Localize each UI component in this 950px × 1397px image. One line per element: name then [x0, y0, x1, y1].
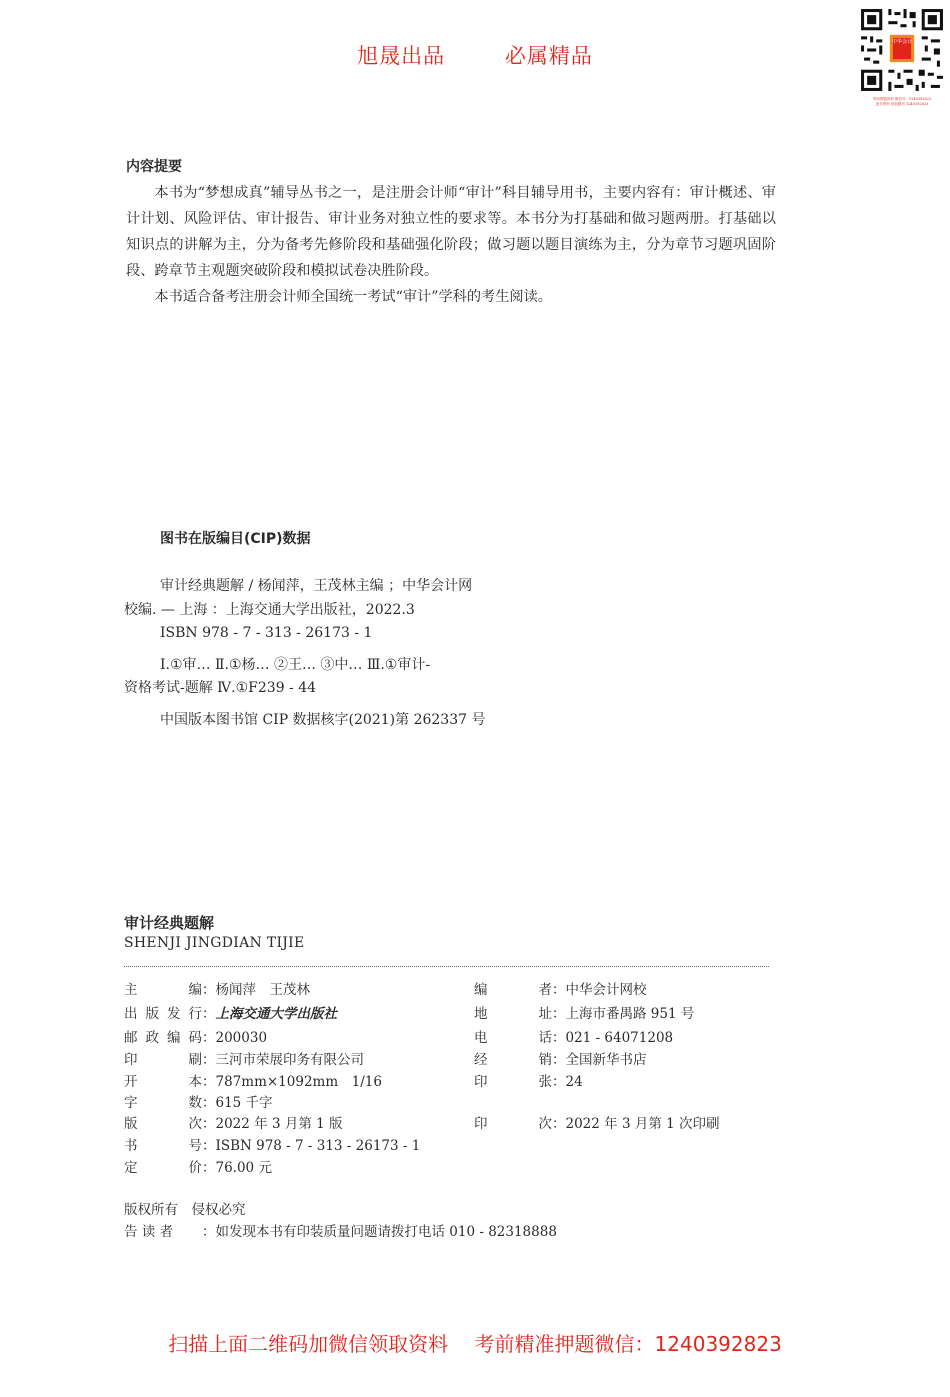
- info-key: 印 次: [474, 1116, 552, 1132]
- header-left-text: 旭晟出品: [357, 44, 446, 68]
- cip-block: [124, 575, 594, 732]
- info-key: 经 销: [474, 1052, 552, 1068]
- info-row: 书 号：ISBN 978 - 7 - 313 - 26173 - 1: [124, 1134, 420, 1154]
- info-key: 告 读 者: [124, 1224, 174, 1240]
- summary-heading: 内容提要: [126, 159, 182, 175]
- cip-line: ISBN 978 - 7 - 313 - 26173 - 1: [160, 625, 373, 641]
- info-value: 上海市番禺路 951 号: [565, 1006, 695, 1022]
- info-key: 版 次: [124, 1116, 202, 1132]
- info-value: 2022 年 3 月第 1 次印刷: [565, 1116, 720, 1132]
- info-row: 印 次：2022 年 3 月第 1 次印刷: [474, 1112, 720, 1132]
- info-key: 字 数: [124, 1095, 202, 1111]
- info-key: 电 话: [474, 1030, 552, 1046]
- info-row: 邮政编码：200030: [124, 1026, 267, 1046]
- info-row: 开 本：787mm×1092mm 1/16: [124, 1070, 382, 1090]
- info-row: 定 价：76.00 元: [124, 1156, 272, 1176]
- cip-line: Ⅰ.①审… Ⅱ.①杨… ②王… ③中… Ⅲ.①审计-: [160, 656, 431, 673]
- info-key: 主 编: [124, 982, 202, 998]
- info-key: 开 本: [124, 1074, 202, 1090]
- info-key: 地 址: [474, 1006, 552, 1022]
- info-row: 地 址：上海市番禺路 951 号: [474, 1002, 694, 1022]
- content-summary: [126, 154, 776, 310]
- notice-line: 告 读 者 ：如发现本书有印装质量问题请拨打电话 010 - 82318888: [124, 1220, 557, 1240]
- info-value: 中华会计网校: [565, 982, 647, 998]
- qr-center-label: 中华会计: [891, 39, 912, 45]
- info-row: 印 刷：三河市荣展印务有限公司: [124, 1048, 364, 1068]
- info-key: 出版发行: [124, 1006, 202, 1022]
- qr-caption: [858, 97, 946, 106]
- info-value: 全国新华书店: [565, 1052, 647, 1068]
- qr-caption-line: 更多资料 请加微信 1240392823: [875, 101, 929, 106]
- footer-promo: 扫描上面二维码加微信领取资料 考前精准押题微信：1240392823: [168, 1332, 782, 1356]
- qr-code[interactable]: [858, 6, 946, 110]
- info-value: 2022 年 3 月第 1 版: [215, 1116, 343, 1132]
- info-value: 76.00 元: [215, 1160, 272, 1176]
- info-row: 出版发行：上海交通大学出版社: [124, 1002, 337, 1022]
- info-key: 印 张: [474, 1074, 552, 1090]
- qr-code-icon: [858, 6, 946, 94]
- info-value: ISBN 978 - 7 - 313 - 26173 - 1: [215, 1138, 421, 1154]
- info-value: 787mm×1092mm 1/16: [215, 1074, 382, 1090]
- cip-line: 资格考试-题解 Ⅳ.①F239 - 44: [124, 680, 317, 696]
- info-key: 编 者: [474, 982, 552, 998]
- cip-line: 校编. — 上海 ：上海交通大学出版社，2022.3: [124, 601, 415, 618]
- info-row: 电 话：021 - 64071208: [474, 1026, 673, 1046]
- qr-caption-line: 考前押题资料 微信号：1240392823: [872, 97, 932, 101]
- summary-paragraph: 本书为“梦想成真”辅导丛书之一，是注册会计师“审计”科目辅导用书，主要内容有：审计概述、审计计划、风险评估、审计报告、审计业务对独立性的要求等。本书分为打基础和做习题两册。打基础以知识点的讲解为主，分为备考先修阶段和基础强化阶段；做习题以题目演练为主，分为章节习题巩固阶段、跨章节主观题突破阶段和模拟试卷决胜阶段。: [126, 185, 776, 279]
- info-value: 杨闻萍 王茂林: [215, 982, 310, 998]
- copyright-line: 版权所有 侵权必究: [124, 1202, 246, 1218]
- info-key: 定 价: [124, 1160, 202, 1176]
- info-row: 经 销：全国新华书店: [474, 1048, 647, 1068]
- info-row: 主 编：杨闻萍 王茂林: [124, 978, 310, 998]
- info-row: 版 次：2022 年 3 月第 1 版: [124, 1112, 343, 1132]
- publisher-logo-text: 上海交通大学出版社: [215, 1006, 337, 1022]
- page-header: [0, 40, 950, 70]
- header-right-text: 必属精品: [504, 44, 593, 68]
- cip-title: 图书在版编目(CIP)数据: [160, 531, 311, 547]
- info-key: 邮政编码: [124, 1030, 202, 1046]
- info-row: 印 张：24: [474, 1070, 583, 1090]
- info-value: 615 千字: [215, 1095, 273, 1111]
- info-row: 字 数：615 千字: [124, 1091, 273, 1111]
- info-row: 编 者：中华会计网校: [474, 978, 647, 998]
- book-title: 审计经典题解: [124, 914, 215, 932]
- info-value: 021 - 64071208: [565, 1030, 674, 1046]
- info-value: 200030: [215, 1030, 268, 1046]
- book-title-pinyin: SHENJI JINGDIAN TIJIE: [124, 935, 305, 951]
- cip-line: 审计经典题解 / 杨闻萍，王茂林主编 ；中华会计网: [160, 578, 473, 594]
- cip-line: 中国版本图书馆 CIP 数据核字(2021)第 262337 号: [160, 711, 486, 728]
- info-value: 如发现本书有印装质量问题请拨打电话 010 - 82318888: [215, 1224, 557, 1240]
- info-key: 书 号: [124, 1138, 202, 1154]
- dotted-divider: [124, 966, 769, 967]
- info-key: 印 刷: [124, 1052, 202, 1068]
- summary-paragraph: 本书适合备考注册会计师全国统一考试“审计”学科的考生阅读。: [154, 289, 552, 305]
- info-value: 24: [565, 1074, 583, 1090]
- info-value: 三河市荣展印务有限公司: [215, 1052, 364, 1068]
